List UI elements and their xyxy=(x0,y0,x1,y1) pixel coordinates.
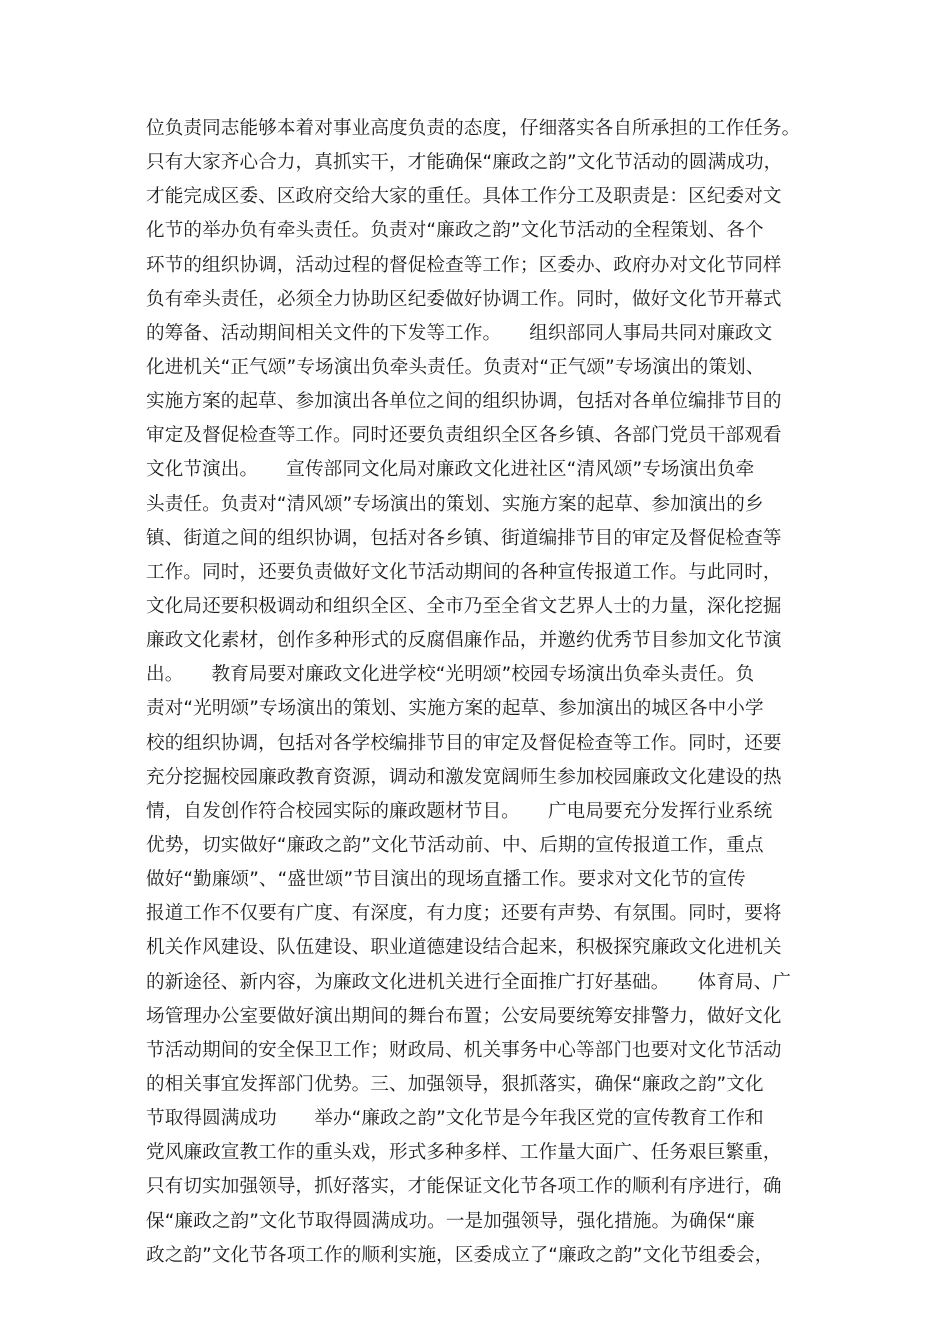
text-line: 场管理办公室要做好演出期间的舞台布置；公安局要统筹安排警力，做好文化 xyxy=(146,1005,782,1027)
text-line: 实施方案的起草、参加演出各单位之间的组织协调，包括对各单位编排节目的 xyxy=(146,391,782,413)
text-line: 机关作风建设、队伍建设、职业道德建设结合起来，积极探究廉政文化进机关 xyxy=(146,937,782,959)
text-line: 情，自发创作符合校园实际的廉政题材节目。 广电局要充分发挥行业系统 xyxy=(146,800,773,822)
text-line: 报道工作不仅要有广度、有深度，有力度；还要有声势、有氛围。同时，要将 xyxy=(146,903,782,925)
text-line: 工作。同时，还要负责做好文化节活动期间的各种宣传报道工作。与此同时， xyxy=(146,561,782,583)
text-line: 党风廉政宣教工作的重头戏，形式多种多样、工作量大面广、任务艰巨繁重， xyxy=(146,1142,782,1164)
text-line: 只有大家齐心合力，真抓实干，才能确保“廉政之韵”文化节活动的圆满成功， xyxy=(146,152,783,174)
text-line: 优势，切实做好“廉政之韵”文化节活动前、中、后期的宣传报道工作，重点 xyxy=(146,834,764,856)
text-line: 的相关事宜发挥部门优势。三、加强领导，狠抓落实，确保“廉政之韵”文化 xyxy=(146,1073,764,1095)
text-line: 化进机关“正气颂”专场演出负牵头责任。负责对“正气颂”专场演出的策划、 xyxy=(146,356,765,378)
text-line: 审定及督促检查等工作。同时还要负责组织全区各乡镇、各部门党员干部观看 xyxy=(146,425,782,447)
text-line: 充分挖掘校园廉政教育资源，调动和激发宽阔师生参加校园廉政文化建设的热 xyxy=(146,766,782,788)
text-line: 文化局还要积极调动和组织全区、全市乃至全省文艺界人士的力量，深化挖掘 xyxy=(146,595,782,617)
text-line: 的新途径、新内容，为廉政文化进机关进行全面推广打好基础。 体育局、广 xyxy=(146,971,791,993)
text-line: 只有切实加强领导，抓好落实，才能保证文化节各项工作的顺利有序进行，确 xyxy=(146,1176,782,1198)
text-line: 镇、街道之间的组织协调，包括对各乡镇、街道编排节目的审定及督促检查等 xyxy=(146,527,782,549)
body-text xyxy=(146,112,826,1273)
text-line: 校的组织协调，包括对各学校编排节目的审定及督促检查等工作。同时，还要 xyxy=(146,732,782,754)
text-line: 政之韵”文化节各项工作的顺利实施，区委成立了“廉政之韵”文化节组委会， xyxy=(146,1244,774,1266)
text-line: 节取得圆满成功 举办“廉政之韵”文化节是今年我区党的宣传教育工作和 xyxy=(146,1108,764,1130)
text-line: 出。 教育局要对廉政文化进学校“光明颂”校园专场演出负牵头责任。负 xyxy=(146,664,755,686)
text-line: 才能完成区委、区政府交给大家的重任。具体工作分工及职责是：区纪委对文 xyxy=(146,186,782,208)
text-line: 做好“勤廉颂”、“盛世颂”节目演出的现场直播工作。要求对文化节的宣传 xyxy=(146,869,746,891)
text-line: 文化节演出。 宣传部同文化局对廉政文化进社区“清风颂”专场演出负牵 xyxy=(146,459,755,481)
text-line: 位负责同志能够本着对事业高度负责的态度，仔细落实各自所承担的工作任务。 xyxy=(146,118,801,139)
text-line: 节活动期间的安全保卫工作；财政局、机关事务中心等部门也要对文化节活动 xyxy=(146,1039,782,1061)
text-line: 化节的举办负有牵头责任。负责对“廉政之韵”文化节活动的全程策划、各个 xyxy=(146,220,764,242)
text-line: 廉政文化素材，创作多种形式的反腐倡廉作品，并邀约优秀节目参加文化节演 xyxy=(146,630,782,652)
text-line: 的筹备、活动期间相关文件的下发等工作。 组织部同人事局共同对廉政文 xyxy=(146,322,773,344)
text-line: 环节的组织协调，活动过程的督促检查等工作；区委办、政府办对文化节同样 xyxy=(146,254,782,276)
text-line: 责对“光明颂”专场演出的策划、实施方案的起草、参加演出的城区各中小学 xyxy=(146,698,764,720)
text-line: 负有牵头责任，必须全力协助区纪委做好协调工作。同时，做好文化节开幕式 xyxy=(146,288,782,310)
text-line: 头责任。负责对“清风颂”专场演出的策划、实施方案的起草、参加演出的乡 xyxy=(146,493,764,515)
text-line: 保“廉政之韵”文化节取得圆满成功。一是加强领导，强化措施。为确保“廉 xyxy=(146,1210,755,1232)
